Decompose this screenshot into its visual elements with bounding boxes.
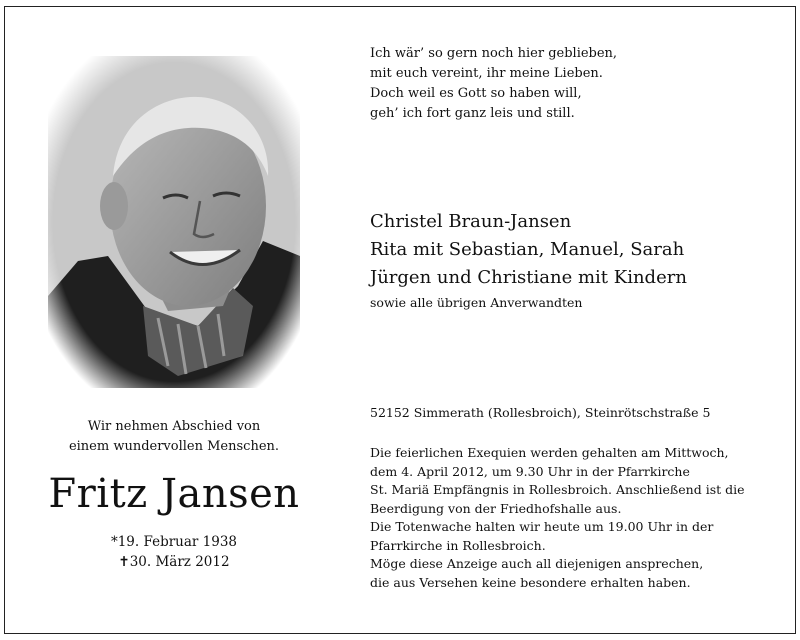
funeral-notice — [370, 444, 770, 592]
notice-line: die aus Versehen keine besondere erhalten haben. — [370, 574, 691, 590]
death-date-line — [48, 552, 300, 572]
notice-line: Die feierlichen Exequien werden gehalten am Mittwoch, — [370, 445, 729, 460]
notice-line: dem 4. April 2012, um 9.30 Uhr in der Pfarrkirche — [370, 463, 690, 479]
address: 52152 Simmerath (Rollesbroich), Steinrötschstraße 5 — [370, 405, 711, 420]
birth-date: 19. Februar 1938 — [117, 534, 238, 550]
birth-symbol: * — [110, 534, 118, 550]
poem-line: Ich wär’ so gern noch hier geblieben, — [370, 46, 618, 61]
notice-line: Beerdigung von der Friedhofshalle aus. — [370, 500, 622, 516]
intro-line: einem wundervollen Menschen. — [68, 439, 280, 454]
notice-line: St. Mariä Empfängnis in Rollesbroich. Anschließend ist die — [370, 482, 745, 497]
notice-line: Die Totenwache halten wir heute um 19.00 Uhr in der — [370, 519, 714, 534]
poem-line: geh’ ich fort ganz leis und still. — [370, 106, 575, 121]
notice-line: Pfarrkirche in Rollesbroich. — [370, 537, 546, 553]
family-list — [370, 208, 687, 312]
farewell-intro — [48, 417, 300, 457]
death-date: 30. März 2012 — [129, 554, 230, 570]
family-member: Rita mit Sebastian, Manuel, Sarah — [370, 239, 685, 260]
cross-icon: ✝ — [118, 554, 130, 570]
birth-date-line — [48, 532, 300, 552]
family-member: Jürgen und Christiane mit Kindern — [370, 267, 687, 288]
intro-line: Wir nehmen Abschied von — [87, 419, 261, 434]
deceased-name: Fritz Jansen — [48, 471, 300, 517]
portrait-image — [48, 56, 300, 388]
poem — [370, 44, 617, 124]
poem-line: mit euch vereint, ihr meine Lieben. — [370, 66, 603, 81]
family-member: Christel Braun-Jansen — [370, 211, 572, 232]
portrait-photo — [48, 56, 300, 388]
notice-line: Möge diese Anzeige auch all diejenigen ansprechen, — [370, 556, 704, 571]
life-dates — [48, 532, 300, 572]
poem-line: Doch weil es Gott so haben will, — [370, 86, 582, 101]
family-relatives: sowie alle übrigen Anverwandten — [370, 295, 583, 310]
